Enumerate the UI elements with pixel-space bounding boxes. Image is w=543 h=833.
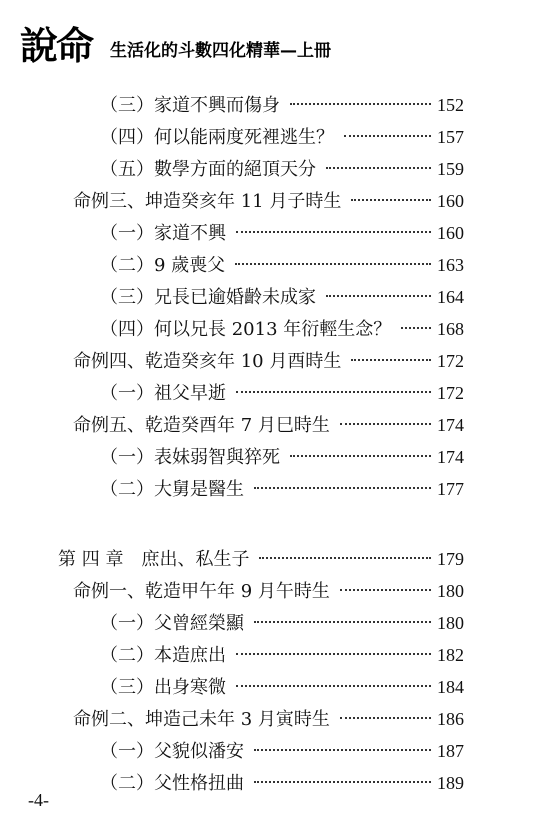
toc-entry-page: 160 [437, 191, 464, 211]
toc-entry-title: （一）祖父早逝 [100, 383, 226, 404]
leader-dots [326, 295, 431, 297]
leader-dots [236, 685, 431, 687]
page-number: -4- [28, 790, 49, 810]
toc-entry-title: （三）出身寒微 [100, 677, 226, 698]
leader-dots [340, 423, 431, 425]
toc-entry-page: 179 [437, 549, 464, 569]
toc-entry[interactable] [100, 378, 464, 408]
toc-entry-title: （三）家道不興而傷身 [100, 95, 280, 116]
toc-entry-page: 168 [437, 319, 464, 339]
toc-entry[interactable] [100, 154, 464, 184]
toc-entry[interactable] [100, 736, 464, 766]
toc-entry-title: （二）本造庶出 [100, 645, 226, 666]
toc-entry-title: （一）表妹弱智與猝死 [100, 447, 280, 468]
leader-dots [290, 103, 431, 105]
toc-entry-title: 第 四 章 庶出、私生子 [58, 549, 250, 570]
toc-entry-title: （四）何以能兩度死裡逃生？ [100, 127, 334, 148]
leader-dots [235, 263, 431, 265]
toc-entry-title: （四）何以兄長 2013 年衍輕生念？ [100, 319, 392, 340]
toc-entry-page: 184 [437, 677, 464, 697]
toc-entry[interactable] [100, 474, 464, 504]
toc-entry-page: 164 [437, 287, 464, 307]
toc-entry[interactable] [100, 314, 464, 344]
toc-entry[interactable] [100, 442, 464, 472]
toc-entry-page: 157 [437, 127, 464, 147]
toc-entry[interactable] [100, 640, 464, 670]
toc-entry-case[interactable] [73, 576, 464, 606]
toc-entry-title: （二）大舅是醫生 [100, 479, 244, 500]
toc-entry[interactable] [100, 250, 464, 280]
leader-dots [340, 717, 431, 719]
toc-entry-page: 174 [437, 415, 464, 435]
toc-entry-case[interactable] [73, 410, 464, 440]
toc-entry-page: 180 [437, 613, 464, 633]
toc-entry-page: 160 [437, 223, 464, 243]
leader-dots [254, 487, 431, 489]
toc-entry-page: 189 [437, 773, 464, 793]
toc-entry-title: 命例三、坤造癸亥年 11 月子時生 [73, 191, 342, 212]
toc-entry-chapter[interactable] [58, 544, 464, 574]
book-subtitle: 生活化的斗數四化精華—上冊 [110, 41, 331, 61]
toc-entry-title: 命例二、坤造己未年 3 月寅時生 [73, 709, 330, 730]
toc-entry[interactable] [100, 122, 464, 152]
toc-entry[interactable] [100, 672, 464, 702]
leader-dots [340, 589, 431, 591]
toc-entry-case[interactable] [73, 186, 464, 216]
leader-dots [351, 199, 431, 201]
toc-entry-page: 186 [437, 709, 464, 729]
toc-entry-page: 177 [437, 479, 464, 499]
toc-entry-title: （三）兄長已逾婚齡未成家 [100, 287, 316, 308]
toc-entry-page: 159 [437, 159, 464, 179]
leader-dots [401, 327, 431, 329]
toc-entry[interactable] [100, 282, 464, 312]
toc-entry-page: 172 [437, 383, 464, 403]
leader-dots [236, 391, 431, 393]
toc-entry-title: （一）父曾經榮顯 [100, 613, 244, 634]
toc-entry-title: 命例四、乾造癸亥年 10 月酉時生 [73, 351, 342, 372]
toc-entry-page: 152 [437, 95, 464, 115]
toc-entry-page: 180 [437, 581, 464, 601]
toc-entry-title: （二）9 歲喪父 [100, 255, 226, 276]
toc-entry-title: （一）家道不興 [100, 223, 226, 244]
book-logo: 說命 [20, 23, 93, 68]
toc-entry-page: 182 [437, 645, 464, 665]
toc-entry-title: （一）父貌似潘安 [100, 741, 244, 762]
leader-dots [236, 231, 431, 233]
toc-entry-page: 163 [437, 255, 464, 275]
toc-entry-title: （五）數學方面的絕頂天分 [100, 159, 316, 180]
toc-entry-title: 命例五、乾造癸酉年 7 月巳時生 [73, 415, 330, 436]
toc-entry-case[interactable] [73, 704, 464, 734]
toc-entry-case[interactable] [73, 346, 464, 376]
toc-entry-title: （二）父性格扭曲 [100, 773, 244, 794]
leader-dots [259, 557, 431, 559]
leader-dots [254, 621, 431, 623]
toc-entry-page: 187 [437, 741, 464, 761]
leader-dots [236, 653, 431, 655]
toc-entry[interactable] [100, 218, 464, 248]
toc-entry[interactable] [100, 608, 464, 638]
toc-entry[interactable] [100, 90, 464, 120]
toc-entry-page: 172 [437, 351, 464, 371]
leader-dots [351, 359, 431, 361]
leader-dots [344, 135, 431, 137]
toc-entry[interactable] [100, 768, 464, 798]
leader-dots [254, 749, 431, 751]
leader-dots [254, 781, 431, 783]
toc-entry-page: 174 [437, 447, 464, 467]
toc-entry-title: 命例一、乾造甲午年 9 月午時生 [73, 581, 330, 602]
leader-dots [290, 455, 431, 457]
running-header [16, 20, 526, 72]
leader-dots [326, 167, 431, 169]
